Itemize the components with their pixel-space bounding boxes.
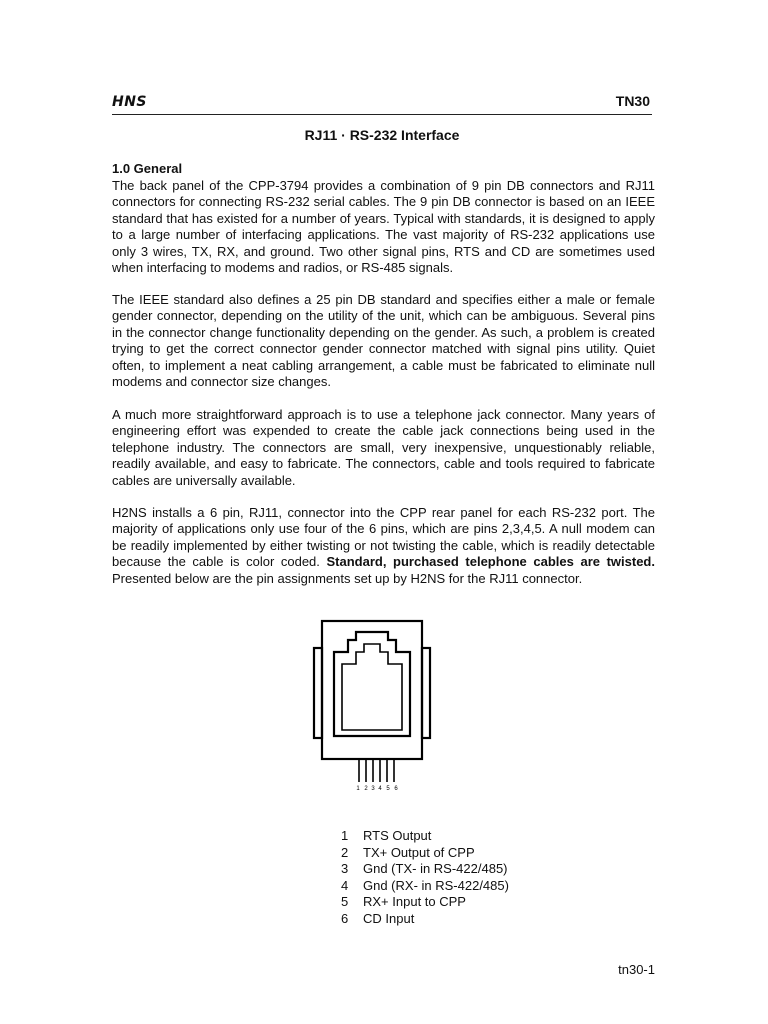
paragraph-h2ns-rj11: [112, 505, 655, 587]
pin-number: 6: [341, 910, 349, 926]
pin-row-2: [341, 845, 509, 862]
section-heading: 1.0 General: [112, 161, 183, 176]
paragraph-telephone-jack: A much more straightforward approach is to use a telephone jack connector. Many years of engineering effort was expended to create the cable jack connections being used in the telephone industry. The connectors are small, very inexpensive, unquestionably reliable, readily available, and easy to fabricate. The connectors, cable and tools required to fabricate cables are universally available.: [112, 407, 655, 488]
h2ns-logo: [112, 94, 147, 110]
pin-assignment-list: [341, 828, 509, 928]
pin-number: 3: [341, 861, 349, 877]
pin-label-2: 2: [364, 786, 368, 792]
jack-opening-outline: [334, 632, 410, 736]
logo-left-text: H: [112, 94, 125, 110]
pin-number: 5: [341, 894, 349, 910]
pin-row-5: [341, 894, 509, 911]
connector-left-tab: [314, 648, 322, 738]
pin-row-3: [341, 861, 509, 878]
pin-description: Gnd (TX- in RS-422/485): [363, 861, 508, 877]
pin-description: Gnd (RX- in RS-422/485): [363, 877, 509, 893]
pin-number: 1: [341, 828, 349, 843]
paragraph-general: The back panel of the CPP-3794 provides a combination of 9 pin DB connectors and RJ11 connectors for connecting RS-232 serial cables. The 9 pin DB connector is based on an IEEE standard that has existed for a number of years. Typical with standards, it is designed to apply to a large number of interfacing applications. The vast majority of RS-232 applications use only 3 wires, TX, RX, and ground. Two other signal pins, RTS and CD are sometimes used when interfacing to modems and radios, or RS-485 signals.: [112, 178, 655, 276]
pin-number: 2: [341, 844, 349, 860]
logo-right-text: NS: [124, 94, 148, 110]
paragraph-ieee-standard: The IEEE standard also defines a 25 pin DB standard and specifies either a male or female gender connector, depending on the utility of the unit, which can be ambiguous. Several pins in the connector change functionality depending on the gender. As such, a problem is created trying to get the correct connector gender connector matched with signal pins utility. Quiet often, to implement a neat cabling arrangement, a cable must be fabricated to eliminate null modems and connector size changes.: [112, 292, 655, 390]
connector-body: [322, 621, 422, 759]
pin-description: RTS Output: [363, 828, 432, 843]
rj11-connector-diagram: [312, 618, 432, 794]
pin-description: TX+ Output of CPP: [363, 844, 475, 860]
page-number: tn30-1: [618, 962, 655, 977]
pin-label-6: 6: [394, 786, 398, 792]
document-id: TN30: [615, 93, 650, 109]
paragraph-h2ns-rj11-end: Presented below are the pin assignments set up by H2NS for the RJ11 connector.: [112, 570, 583, 586]
pin-row-1: [341, 828, 509, 845]
paragraph-h2ns-rj11-bold: Standard, purchased telephone cables are twisted.: [326, 554, 655, 570]
page-title: RJ11 · RS-232 Interface: [304, 127, 460, 143]
pin-label-3: 3: [371, 786, 375, 792]
pin-description: CD Input: [363, 910, 415, 926]
pin-row-4: [341, 878, 509, 895]
connector-right-tab: [422, 648, 430, 738]
jack-opening-inner: [342, 644, 402, 730]
pin-row-6: [341, 911, 509, 928]
pin-label-1: 1: [356, 786, 360, 792]
pin-label-5: 5: [386, 786, 390, 792]
pin-number: 4: [341, 877, 349, 893]
pin-description: RX+ Input to CPP: [363, 894, 466, 910]
page-header: [112, 92, 652, 115]
paragraph-h2ns-rj11-start: H2NS installs a 6 pin, RJ11, connector into the CPP rear panel for each RS-232 port. The majority of applications only use four of the 6 pins, which are pins 2,3,4,5. A null modem can be readily implemented by either twisting or not twisting the cable, which is readily detectable because the cable is color coded.: [112, 505, 655, 570]
pin-label-4: 4: [378, 786, 382, 792]
